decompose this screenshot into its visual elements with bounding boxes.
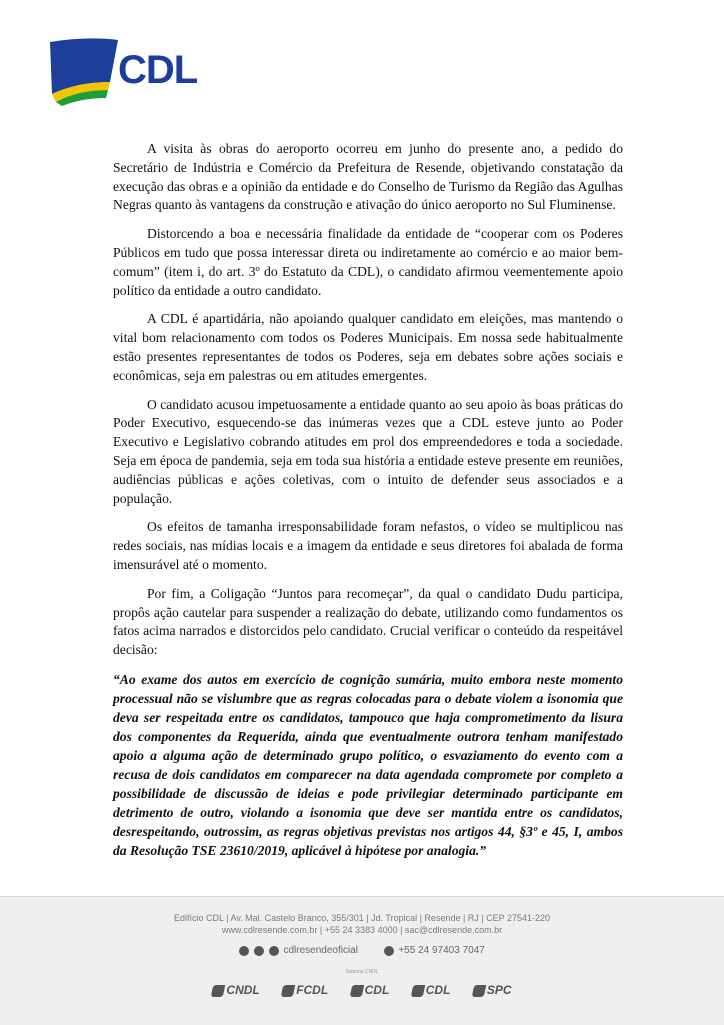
spc-mark-icon [472,985,487,997]
court-decision-quote: “Ao exame dos autos em exercício de cognição sumária, muito embora neste momento processual não se vislumbre que as regras colocadas para o debate violem a isonomia que deva ser respeitada entre os candidatos, tampouco que haja comprometimento da lisura dos componentes da Requerida, ainda que eventualmente outrora tenham manifestado apoio a alguma ação de determinado grupo político, o esvaziamento do evento com a recusa de dois candidatos em comparecer na data agendada compromete por completo a possibilidade de discussão de ideias e pode privilegiar determinado participante em detrimento de outro, violando a isonomia que deve ser mantida entre os candidatos, desrespeitando, outrossim, as regras objetivas previstas nos artigos 44, §3º e 45, I, ambos da Resolução TSE 23610/2019, aplicável à hipótese por analogia.” [113,671,623,858]
facebook-icon[interactable] [239,946,249,956]
paragraph: O candidato acusou impetuosamente a entidade quanto ao seu apoio às boas práticas do Poder Executivo, esquecendo-se das inúmeras vezes que a CDL esteve junto ao Poder Executivo e Legislativo cobrando atitudes em prol dos empreendedores e toda a sociedade. Seja em época de pandemia, seja em toda sua história a entidade esteve presente em reuniões, audiências públicas e ações coletivas, com o intuito de defender seus associados e a população. [113,396,624,506]
footer-contacts[interactable]: www.cdlresende.com.br | +55 24 3383 4000 | sac@cdlresende.com.br [221,925,503,935]
paragraph: A CDL é apartidária, não apoiando qualquer candidato em eleições, mas mantendo o vital bom relacionamento com todos os Poderes Municipais. Em nossa sede habitualmente estão presentes representantes de todos os Poderes, seja em debates sobre ações sociais e econômicas, seja em palestras ou em atitudes emergentes. [113,311,623,383]
brand-cdl-jovem: CDL [412,983,451,997]
social-handle[interactable]: cdlresendeoficial [283,945,358,956]
paragraph: Por fim, a Coligação “Juntos para recomeçar”, da qual o candidato Dudu participa, propôs ação cautelar para suspender a realização do debate, utilizando como fundamentos os fatos acima narrados e distorcidos pelo candidato. Crucial verificar o conteúdo da respeitável decisão: [113,585,623,658]
cdl-mark-icon [349,985,364,997]
paragraph: Os efeitos de tamanha irresponsabilidade foram nefastos, o vídeo se multiplicou nas redes sociais, nas mídias locais e a imagem da entidade e seus diretores foi abalada de forma imensurável até o momento. [113,519,623,572]
brand-logos [0,981,724,999]
brand-spc: SPC [473,983,512,997]
footer-social [0,945,724,956]
whatsapp-number[interactable]: +55 24 97403 7047 [398,945,485,956]
instagram-icon[interactable] [254,946,264,956]
footer-address: Edifício CDL | Av. Mal. Castelo Branco, 355/301 | Jd. Tropical | Resende | RJ | CEP 27541-220 [173,913,551,923]
cndl-mark-icon [211,985,226,997]
brand-cndl: CNDL [212,983,259,997]
system-label: Sistema CNDL [345,969,379,975]
brand-fcdl: FCDL [282,983,328,997]
whatsapp-icon[interactable] [384,946,394,956]
paragraph: A visita às obras do aeroporto ocorreu em junho do presente ano, a pedido do Secretário de Indústria e Comércio da Prefeitura de Resende, objetivando constatação da execução das obras e a opinião da entidade e do Conselho de Turismo da Região das Agulhas Negras quanto às vantagens da construção e ativação do único aeroporto no Sul Fluminense. [113,141,623,213]
cdl-logo-text: CDL [118,48,198,92]
youtube-icon[interactable] [269,946,279,956]
letter-body [113,140,623,870]
cdl-jovem-mark-icon [410,985,425,997]
footer [0,896,724,1025]
brand-cdl: CDL [351,983,390,997]
paragraph: Distorcendo a boa e necessária finalidade da entidade de “cooperar com os Poderes Públicos em tudo que possa interessar direta ou indiretamente ao comércio e ao maior bem-comum” (item i, do art. 3º do Estatuto da CDL), o candidato afirmou veementemente apoio político da entidade a outro candidato. [113,226,623,298]
fcdl-mark-icon [281,985,296,997]
